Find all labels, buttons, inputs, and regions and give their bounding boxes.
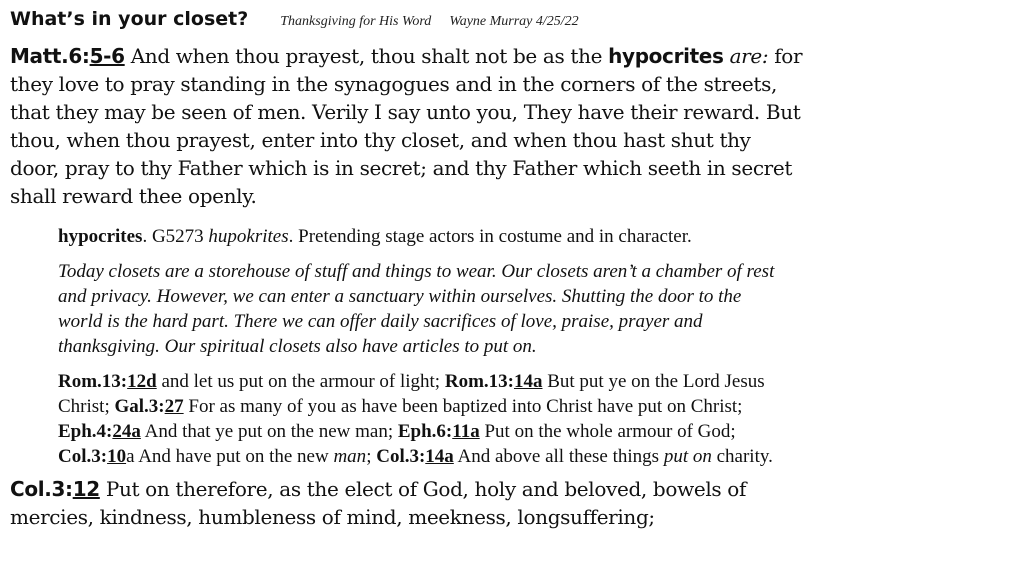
main-verse-line-1: Matt.6:5-6 And when thou prayest, thou shalt not be as the hypocrites are: for	[10, 44, 803, 68]
closing-verse-line-2: mercies, kindness, humbleness of mind, meekness, longsuffering;	[10, 505, 655, 529]
cross-ref-line-3: Eph.4:24a And that ye put on the new man; Eph.6:11a Put on the whole armour of God;	[58, 421, 736, 442]
cross-ref-line-1: Rom.13:12d and let us put on the armour of light; Rom.13:14a But put ye on the Lord Jesus	[58, 371, 765, 392]
main-verse-line-2: they love to pray standing in the synagogues and in the corners of the streets,	[10, 72, 778, 96]
main-verse-line-4: thou, when thou prayest, enter into thy closet, and when thou hast shut thy	[10, 128, 751, 152]
page-title: What’s in your closet?	[10, 8, 249, 30]
closing-scripture	[10, 475, 1016, 531]
commentary	[58, 259, 1016, 359]
word-definition: hypocrites. G5273 hupokrites. Pretending stage actors in costume and in character.	[58, 226, 692, 247]
main-verse-line-3: that they may be seen of men. Verily I say unto you, They have their reward. But	[10, 100, 801, 124]
main-verse-line-6: shall reward thee openly.	[10, 184, 257, 208]
closing-verse-line-1: Col.3:12 Put on therefore, as the elect of God, holy and beloved, bowels of	[10, 477, 747, 501]
definition-term: hypocrites	[58, 226, 143, 247]
document-header	[10, 8, 1016, 36]
main-verse-line-5: door, pray to thy Father which is in secret; and thy Father which seeth in secret	[10, 156, 793, 180]
series-name: Thanksgiving for His Word	[280, 14, 432, 29]
document-page	[10, 8, 1016, 531]
keyword-hypocrites: hypocrites	[608, 44, 724, 68]
commentary-line-1: Today closets are a storehouse of stuff and things to wear. Our closets aren’t a chamber of rest	[58, 261, 775, 282]
author-date: Wayne Murray 4/25/22	[449, 14, 579, 29]
commentary-line-3: world is the hard part. There we can offer daily sacrifices of love, praise, prayer and	[58, 311, 703, 332]
cross-references	[58, 369, 1016, 469]
closing-verse-reference: Col.3:12	[10, 477, 100, 501]
main-scripture	[10, 42, 1010, 210]
verse-reference: Matt.6:5-6	[10, 44, 125, 68]
greek-word: hupokrites	[208, 226, 289, 247]
cross-ref-line-2: Christ; Gal.3:27 For as many of you as have been baptized into Christ have put on Christ;	[58, 396, 743, 417]
commentary-line-4: thanksgiving. Our spiritual closets also have articles to put on.	[58, 336, 537, 357]
commentary-line-2: and privacy. However, we can enter a sanctuary within ourselves. Shutting the door to the	[58, 286, 742, 307]
cross-ref-line-4: Col.3:10a And have put on the new man; Col.3:14a And above all these things put on charity.	[58, 446, 773, 467]
